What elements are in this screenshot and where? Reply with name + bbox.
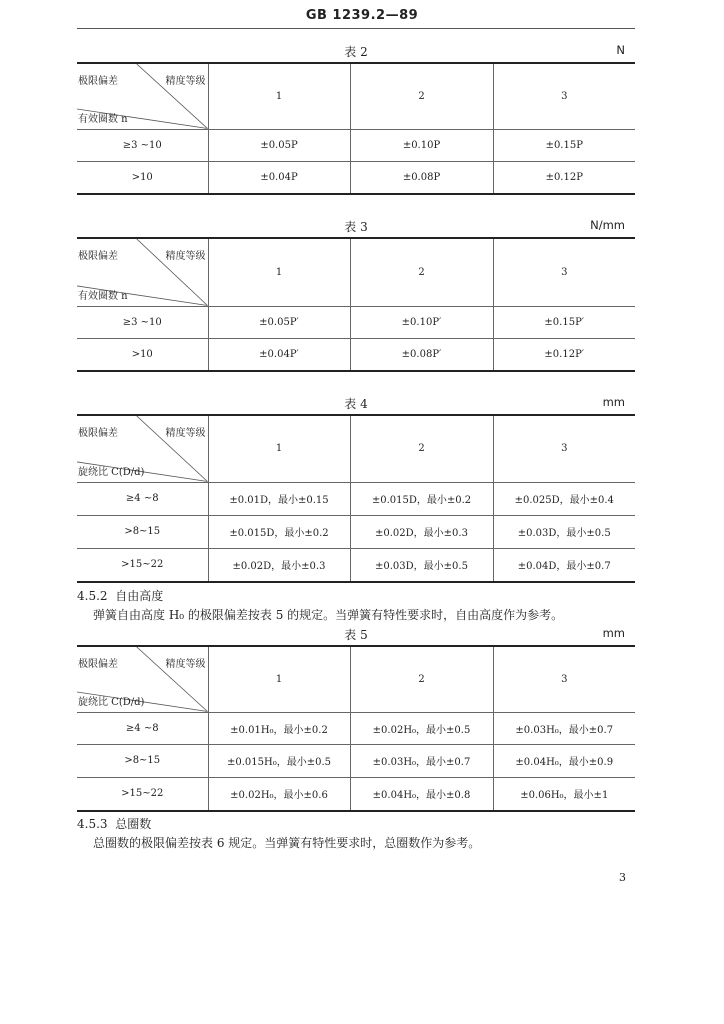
page-number: 3 [619, 871, 626, 884]
table2-title: 表 2 [344, 45, 368, 59]
table5-unit: mm [602, 626, 625, 640]
cell-value: ±0.01D，最小±0.15 [208, 482, 350, 515]
table5-caption-bar [77, 624, 635, 644]
table4-index-label: 旋绕比 C(D/d) [78, 466, 145, 478]
row-label: >15~22 [77, 777, 208, 811]
table5-grade-1: 1 [208, 646, 350, 712]
table2-unit: N [616, 43, 625, 57]
section-number: 4.5.2 [77, 589, 108, 603]
table4-title: 表 4 [344, 397, 368, 411]
table4-grade-1: 1 [208, 415, 350, 482]
cell-value: ±0.04H₀，最小±0.8 [350, 777, 493, 811]
table3-caption-bar [77, 216, 635, 236]
cell-value: ±0.02H₀，最小±0.5 [350, 712, 493, 744]
table5-index-label: 旋绕比 C(D/d) [78, 696, 145, 708]
row-label: >15~22 [77, 548, 208, 582]
table2-grade-2: 2 [350, 63, 493, 129]
table-row [77, 777, 635, 811]
table5-grade-3: 3 [493, 646, 635, 712]
table2-header-row [77, 63, 635, 129]
table4-grade-2: 2 [350, 415, 493, 482]
cell-value: ±0.03H₀，最小±0.7 [350, 744, 493, 777]
cell-value: ±0.03H₀，最小±0.7 [493, 712, 635, 744]
table2-deviation-label: 极限偏差 [78, 76, 118, 87]
table3-unit: N/mm [590, 218, 625, 232]
section-4-5-3-heading [77, 815, 151, 832]
table-row [77, 306, 635, 338]
cell-value: ±0.15P [493, 129, 635, 161]
row-label: ≥3 ~10 [77, 129, 208, 161]
table2-coils-label: 有效圈数 n [78, 113, 128, 125]
section-4-5-2-heading [77, 587, 163, 604]
table4-corner-cell [77, 415, 208, 482]
table5-header-row [77, 646, 635, 712]
table2 [77, 62, 635, 195]
cell-value: ±0.03D，最小±0.5 [350, 548, 493, 582]
table5-grade-label: 精度等级 [165, 659, 206, 670]
cell-value: ±0.01H₀，最小±0.2 [208, 712, 350, 744]
cell-value: ±0.08P [350, 161, 493, 194]
cell-value: ±0.08P′ [350, 338, 493, 371]
cell-value: ±0.02D，最小±0.3 [350, 515, 493, 548]
table3-deviation-label: 极限偏差 [78, 251, 118, 262]
table-row [77, 548, 635, 582]
cell-value: ±0.05P [208, 129, 350, 161]
cell-value: ±0.015D，最小±0.2 [208, 515, 350, 548]
table-row [77, 712, 635, 744]
table4-unit: mm [602, 395, 625, 409]
table3-title: 表 3 [344, 220, 368, 234]
table3-grade-1: 1 [208, 238, 350, 306]
table5-grade-2: 2 [350, 646, 493, 712]
table3-coils-label: 有效圈数 n [78, 290, 128, 302]
cell-value: ±0.15P′ [493, 306, 635, 338]
table-row [77, 482, 635, 515]
table-row [77, 161, 635, 194]
cell-value: ±0.10P [350, 129, 493, 161]
cell-value: ±0.04P [208, 161, 350, 194]
table-row [77, 129, 635, 161]
cell-value: ±0.04H₀，最小±0.9 [493, 744, 635, 777]
table3-grade-label: 精度等级 [165, 251, 206, 262]
table3-corner-cell [77, 238, 208, 306]
cell-value: ±0.02H₀，最小±0.6 [208, 777, 350, 811]
table3-grade-3: 3 [493, 238, 635, 306]
table4 [77, 414, 635, 583]
section-title: 自由高度 [115, 589, 164, 603]
row-label: >10 [77, 161, 208, 194]
section-4-5-3-text: 总圈数的极限偏差按表 6 规定。当弹簧有特性要求时，总圈数作为参考。 [93, 836, 481, 850]
cell-value: ±0.10P′ [350, 306, 493, 338]
header-rule [77, 28, 635, 29]
table4-caption-bar [77, 393, 635, 413]
table2-caption-bar [77, 41, 635, 61]
table3-header-row [77, 238, 635, 306]
table2-grade-3: 3 [493, 63, 635, 129]
section-4-5-2-text: 弹簧自由高度 H₀ 的极限偏差按表 5 的规定。当弹簧有特性要求时，自由高度作为参考。 [93, 608, 564, 622]
table2-corner-cell [77, 63, 208, 129]
table4-deviation-label: 极限偏差 [78, 428, 118, 439]
table4-grade-label: 精度等级 [165, 428, 206, 439]
table5-deviation-label: 极限偏差 [78, 659, 118, 670]
row-label: >8~15 [77, 515, 208, 548]
cell-value: ±0.04P′ [208, 338, 350, 371]
table5-title: 表 5 [344, 628, 368, 642]
cell-value: ±0.02D，最小±0.3 [208, 548, 350, 582]
table5 [77, 645, 635, 812]
cell-value: ±0.015H₀，最小±0.5 [208, 744, 350, 777]
table4-grade-3: 3 [493, 415, 635, 482]
row-label: ≥3 ~10 [77, 306, 208, 338]
standard-header: GB 1239.2—89 [305, 8, 419, 23]
cell-value: ±0.05P′ [208, 306, 350, 338]
table-row [77, 744, 635, 777]
table4-header-row [77, 415, 635, 482]
cell-value: ±0.04D，最小±0.7 [493, 548, 635, 582]
table3-grade-2: 2 [350, 238, 493, 306]
row-label: >10 [77, 338, 208, 371]
table5-corner-cell [77, 646, 208, 712]
cell-value: ±0.12P [493, 161, 635, 194]
table2-grade-label: 精度等级 [165, 76, 206, 87]
section-number: 4.5.3 [77, 817, 108, 831]
section-title: 总圈数 [115, 817, 152, 831]
table-row [77, 338, 635, 371]
cell-value: ±0.06H₀，最小±1 [493, 777, 635, 811]
cell-value: ±0.12P′ [493, 338, 635, 371]
table-row [77, 515, 635, 548]
row-label: ≥4 ~8 [77, 712, 208, 744]
cell-value: ±0.03D，最小±0.5 [493, 515, 635, 548]
table3 [77, 237, 635, 372]
table2-grade-1: 1 [208, 63, 350, 129]
row-label: >8~15 [77, 744, 208, 777]
row-label: ≥4 ~8 [77, 482, 208, 515]
cell-value: ±0.015D，最小±0.2 [350, 482, 493, 515]
cell-value: ±0.025D，最小±0.4 [493, 482, 635, 515]
